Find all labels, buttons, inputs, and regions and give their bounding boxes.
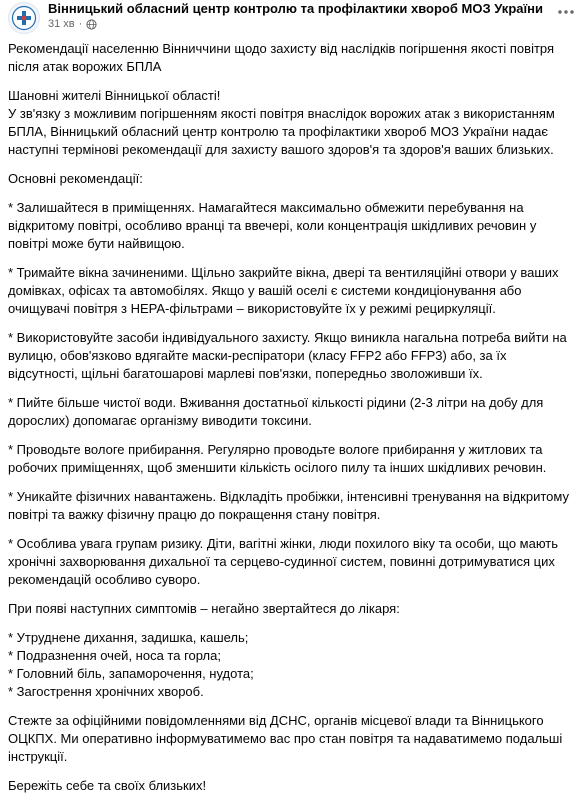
followup-text: Стежте за офіційними повідомленнями від ДСНС, органів місцевої влади та Вінницького ОЦКПХ. Ми оперативно інформуватимемо вас про стан повітря та надаватимемо подальші інструкції. bbox=[8, 713, 563, 764]
greeting: Шановні жителі Вінницької області! bbox=[8, 88, 221, 103]
recommendation-item: * Залишайтеся в приміщеннях. Намагайтеся максимально обмежити перебування на відкритому повітрі, особливо вранці та ввечері, коли концентрація шкідливих речовин у повітрі може бути найвищою. bbox=[8, 200, 537, 251]
recommendation-item: * Використовуйте засоби індивідуального захисту. Якщо виникла нагальна потреба вийти на вулицю, обов'язково вдягайте маски-респіратори (класу FFP2 або FFP3) або, за їх відсутності, щільні багатошарові марлеві пов'язки, попередньо зволоживши їх. bbox=[8, 330, 567, 381]
globe-icon bbox=[86, 19, 97, 30]
post-body bbox=[8, 40, 578, 806]
recommendation-item: * Тримайте вікна зачиненими. Щільно закрийте вікна, двері та вентиляційні отвори у ваших домівках, офісах та автомобілях. Якщо у вашій оселі є системи кондиціонування або очищувачі повітря з HEPA-фільтрами – використовуйте їх у режимі рециркуляції. bbox=[8, 265, 559, 316]
more-horizontal-icon bbox=[557, 9, 575, 15]
symptom-item: * Загострення хронічних хвороб. bbox=[8, 684, 204, 699]
intro-text: У зв'язку з можливим погіршенням якості повітря внаслідок ворожих атак з використанням БПЛА, Вінницький обласний центр контролю та профілактики хвороб МОЗ України надає наступні термінові рекомендації для захисту вашого здоров'я та здоров'я ваших близьких. bbox=[8, 106, 555, 157]
symptoms-heading: При появі наступних симптомів – негайно звертайтеся до лікаря: bbox=[8, 601, 400, 616]
symptom-item: * Утруднене дихання, задишка, кашель; bbox=[8, 630, 249, 645]
symptoms-list bbox=[8, 629, 578, 701]
meta-separator: · bbox=[78, 18, 83, 30]
symptom-item: * Подразнення очей, носа та горла; bbox=[8, 648, 221, 663]
more-options-button[interactable] bbox=[552, 2, 580, 22]
post-meta bbox=[48, 18, 97, 31]
org-logo-icon bbox=[11, 5, 37, 31]
symptom-item: * Головний біль, запаморочення, нудота; bbox=[8, 666, 254, 681]
post-timestamp[interactable]: 31 хв bbox=[48, 18, 75, 30]
closing-text: Бережіть себе та своїх близьких! bbox=[8, 778, 207, 793]
recommendation-item: * Пийте більше чистої води. Вживання достатньої кількості рідини (2-3 літри на добу для дорослих) допомагає організму виводити токсини. bbox=[8, 395, 544, 428]
recommendation-item: * Проводьте вологе прибирання. Регулярно проводьте вологе прибирання у житлових та робочих приміщеннях, щоб зменшити кількість осілого пилу та інших шкідливих речовин. bbox=[8, 442, 547, 475]
page-avatar[interactable] bbox=[8, 2, 40, 34]
post-intro-block bbox=[8, 87, 578, 159]
recommendations-heading: Основні рекомендації: bbox=[8, 171, 143, 186]
recommendation-item: * Особлива увага групам ризику. Діти, вагітні жінки, люди похилого віку та особи, що мають хронічні захворювання дихальної та серцево-судинної систем, повинні дотримуватися цих рекомендацій особливо суворо. bbox=[8, 536, 559, 587]
recommendation-item: * Уникайте фізичних навантажень. Відкладіть пробіжки, інтенсивні тренування на відкритому повітрі та важку фізичну працю до покращення стану повітря. bbox=[8, 489, 569, 522]
post-title: Рекомендації населенню Вінниччини щодо захисту від наслідків погіршення якості повітря після атак ворожих БПЛА bbox=[8, 41, 555, 74]
page-name-link[interactable]: Вінницький обласний центр контролю та профілактики хвороб МОЗ України bbox=[48, 1, 543, 16]
post-header bbox=[0, 0, 586, 34]
